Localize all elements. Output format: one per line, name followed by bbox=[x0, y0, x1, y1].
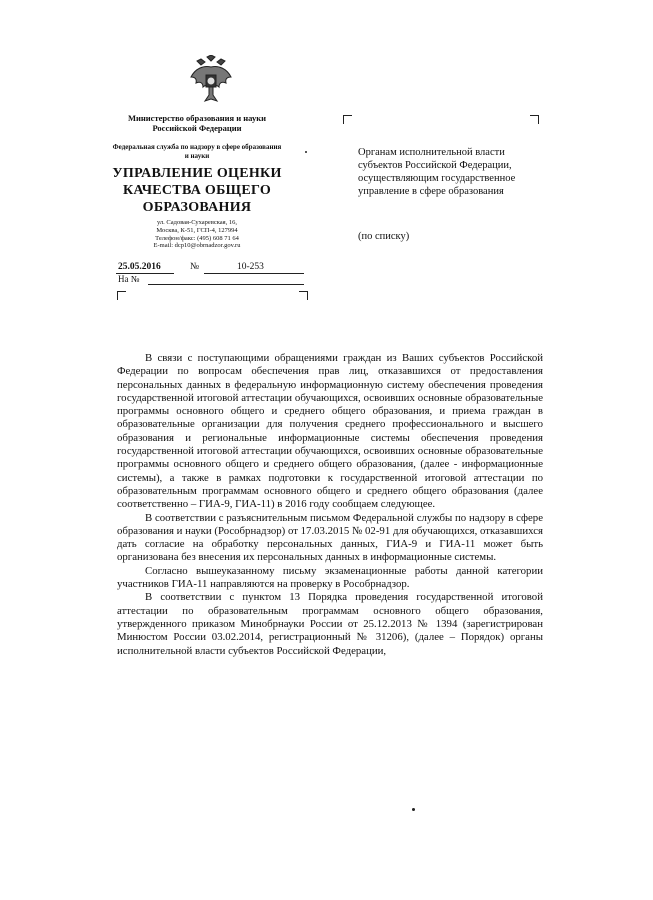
service-name: Федеральная служба по надзору в сфере образования и науки bbox=[112, 143, 282, 160]
email: E-mail: dcp10@obrnadzor.gov.ru bbox=[153, 242, 241, 250]
subject-corner-right bbox=[299, 291, 308, 300]
address-line-2: Москва, К-51, ГСП-4, 127994 bbox=[156, 226, 238, 234]
letter-body bbox=[117, 352, 543, 658]
subject-corner-left bbox=[117, 291, 126, 300]
paragraph-4: В соответствии с пунктом 13 Порядка проведения государственной итоговой аттестации по образовательным программам основного общего образования, утвержденного приказом Минобрнауки России от 25.12.2013 № 1394 (зарегистрирован Минюстом России 03.02.2014, регистрационный № 31206), (далее – Порядок) органы исполнительной власти субъектов Российской Федерации, bbox=[117, 591, 543, 657]
paragraph-2: В соответствии с разъяснительным письмом Федеральной службы по надзору в сфере образования и науки (Рособрнадзор) от 17.03.2015 № 02-91 для обучающихся, отказавшихся дать согласие на обработку персональных данных, ГИА-9 и ГИА-11 может быть организована без внесения их персональных данных в информационные системы. bbox=[117, 511, 543, 564]
ink-dot-bottom bbox=[412, 808, 415, 811]
department-title: УПРАВЛЕНИЕ ОЦЕНКИ КАЧЕСТВА ОБЩЕГО ОБРАЗОВАНИЯ bbox=[112, 166, 282, 215]
number-sign: № bbox=[190, 262, 200, 272]
recipient-by-list: (по списку) bbox=[358, 231, 410, 242]
ink-dot bbox=[305, 151, 307, 153]
number-underline bbox=[204, 273, 304, 274]
recipient-corner-left bbox=[343, 115, 352, 124]
reference-underline bbox=[148, 284, 304, 285]
recipient-corner-right bbox=[530, 115, 539, 124]
document-date: 25.05.2016 bbox=[118, 262, 161, 272]
address-line-1: ул. Садовая-Сухаревская, 16, bbox=[156, 219, 238, 226]
paragraph-1: В связи с поступающими обращениями граждан из Ваших субъектов Российской Федерации по вопросам обеспечения прав лиц, отказавшихся от предоставления персональных данных в федеральную информационную систему обеспечения проведения государственной итоговой аттестации обучающихся, освоивших основные образовательные программы основного общего и среднего общего образования, и приема граждан в образовательные организации для получения среднего профессионального и высшего образования и региональные информационные системы обеспечения проведения государственной итоговой аттестации обучающихся, освоивших основные образовательные программы основного общего и среднего общего образования, (далее - информационные системы), а также в рамках подготовки к государственной итоговой аттестации по образовательным программам основного общего и среднего общего образования (далее соответственно – ГИА-9, ГИА-11) в 2016 году сообщаем следующее. bbox=[117, 352, 543, 511]
recipient-address: Органам исполнительной власти субъектов Российской Федерации, осуществляющим государственное управление в сфере образования bbox=[358, 147, 516, 197]
address-block bbox=[112, 219, 282, 250]
paragraph-3: Согласно вышеуказанному письму экзаменационные работы данной категории участников ГИА-11 направляются на проверку в Рособрнадзор. bbox=[117, 564, 543, 591]
phone: Телефон/факс: (495) 608 71 64 bbox=[155, 234, 239, 242]
reference-number-label: На № bbox=[118, 274, 140, 284]
document-number: 10-253 bbox=[237, 262, 264, 272]
coat-of-arms-emblem bbox=[187, 55, 235, 107]
ministry-name: Министерство образования и науки Российской Федерации bbox=[127, 113, 267, 133]
